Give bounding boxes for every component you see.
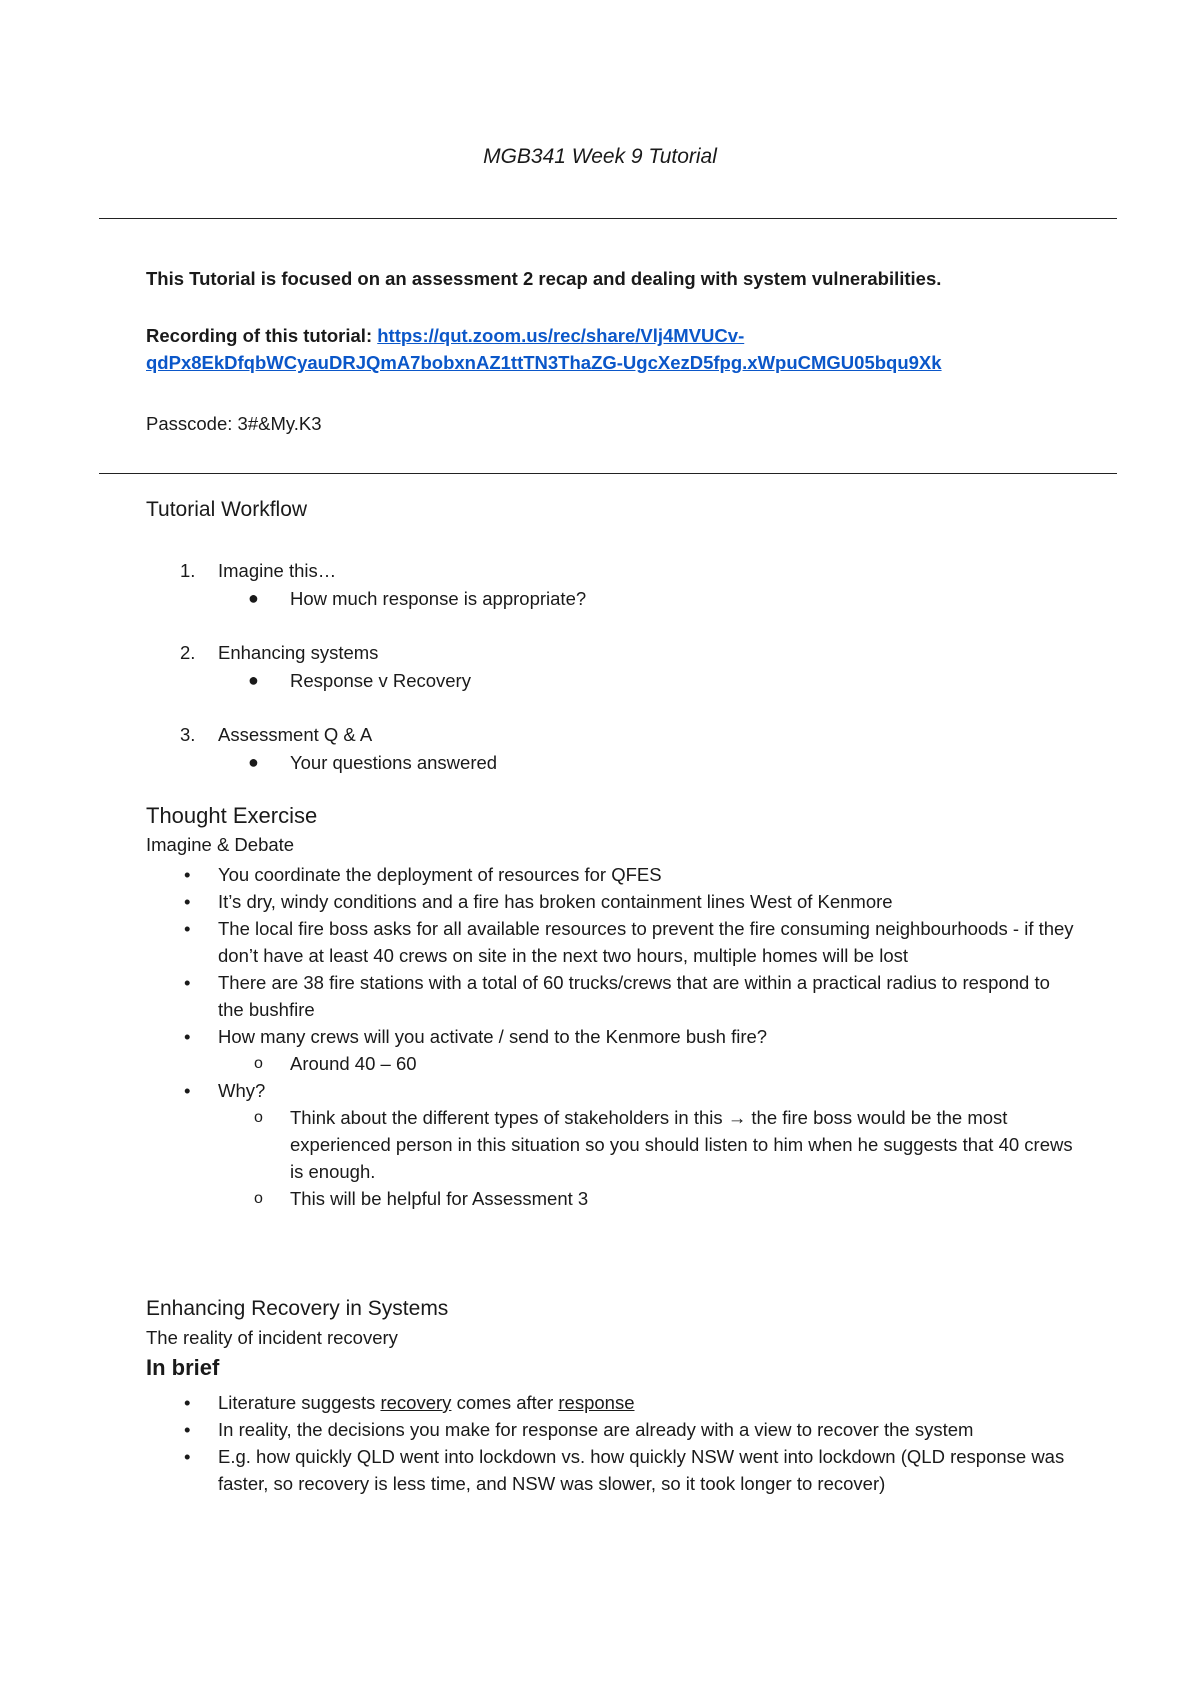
recording-label: Recording of this tutorial: xyxy=(146,325,373,346)
bullet-icon: • xyxy=(184,891,191,912)
sub-list-item xyxy=(218,1185,1076,1212)
item-number: 2. xyxy=(180,642,196,663)
bullet-icon: ● xyxy=(248,588,259,608)
list-item xyxy=(146,1443,1076,1497)
subitem-text: How much response is appropriate? xyxy=(290,588,587,609)
list-item xyxy=(146,915,1076,969)
document-title: MGB341 Week 9 Tutorial xyxy=(483,145,717,168)
sub-list xyxy=(218,1050,1076,1077)
bullet-text: The local fire boss asks for all available resources to prevent the fire consuming neighbourhoods - if they don’t have at least 40 crews on site in the next two hours, multiple homes will be lost xyxy=(218,918,1074,966)
bullet-icon: • xyxy=(184,972,191,993)
sub-item-text: This will be helpful for Assessment 3 xyxy=(290,1188,589,1209)
item-number: 3. xyxy=(180,724,196,745)
workflow-item xyxy=(180,642,378,664)
bullet-text: In reality, the decisions you make for response are already with a view to recover the system xyxy=(218,1419,974,1440)
bullet-icon: ● xyxy=(248,752,259,772)
thought-subheading: Imagine & Debate xyxy=(146,834,295,855)
circle-bullet-icon: o xyxy=(254,1109,263,1126)
recovery-heading: Enhancing Recovery in Systems xyxy=(146,1297,449,1320)
bullet-text: It’s dry, windy conditions and a fire has broken containment lines West of Kenmore xyxy=(218,891,893,912)
sub-item-text: Around 40 – 60 xyxy=(290,1053,417,1074)
recording-info xyxy=(146,322,1096,376)
item-label: Enhancing systems xyxy=(218,642,379,663)
underlined-term: response xyxy=(558,1392,635,1413)
bullet-text: E.g. how quickly QLD went into lockdown vs. how quickly NSW went into lockdown (QLD response was faster, so recovery is less time, and NSW was slower, so it took longer to recover) xyxy=(218,1446,1065,1494)
subitem-text: Response v Recovery xyxy=(290,670,471,691)
bullet-icon: • xyxy=(184,1419,191,1440)
sub-list xyxy=(218,1104,1076,1212)
passcode: Passcode: 3#&My.K3 xyxy=(146,413,322,434)
item-label: Imagine this… xyxy=(218,560,337,581)
list-item xyxy=(146,1416,1076,1443)
thought-heading: Thought Exercise xyxy=(146,803,318,828)
bullet-text: How many crews will you activate / send to the Kenmore bush fire? xyxy=(218,1026,768,1047)
bullet-text: There are 38 fire stations with a total of 60 trucks/crews that are within a practical radius to respond to the bushfire xyxy=(218,972,1050,1020)
sub-list-item xyxy=(218,1050,1076,1077)
workflow-subitem xyxy=(248,670,471,692)
list-item xyxy=(146,969,1076,1023)
workflow-item xyxy=(180,560,336,582)
sub-list-item xyxy=(218,1104,1076,1185)
bullet-icon: ● xyxy=(248,670,259,690)
recording-link-part2[interactable]: qdPx8EkDfqbWCyauDRJQmA7bobxnAZ1ttTN3ThaZG-UgcXezD5fpg.xWpuCMGU05bqu9Xk xyxy=(146,352,942,373)
workflow-heading: Tutorial Workflow xyxy=(146,498,308,521)
circle-bullet-icon: o xyxy=(254,1190,263,1207)
divider xyxy=(99,218,1117,219)
in-brief-heading: In brief xyxy=(146,1355,220,1380)
workflow-subitem xyxy=(248,588,587,610)
recovery-bullets xyxy=(146,1389,1076,1497)
recovery-subheading: The reality of incident recovery xyxy=(146,1327,398,1348)
bullet-icon: • xyxy=(184,1080,191,1101)
bullet-icon: • xyxy=(184,1446,191,1467)
list-item xyxy=(146,1023,1076,1077)
subitem-text: Your questions answered xyxy=(290,752,498,773)
recording-link-part1[interactable]: https://qut.zoom.us/rec/share/Vlj4MVUCv- xyxy=(377,325,745,346)
bullet-text: Why? xyxy=(218,1080,266,1101)
bullet-text: Literature suggests xyxy=(218,1392,381,1413)
circle-bullet-icon: o xyxy=(254,1055,263,1072)
list-item xyxy=(146,861,1076,888)
workflow-item xyxy=(180,724,372,746)
thought-bullets xyxy=(146,861,1076,1212)
underlined-term: recovery xyxy=(380,1392,452,1413)
intro-text: This Tutorial is focused on an assessment 2 recap and dealing with system vulnerabilities. xyxy=(146,268,942,289)
list-item xyxy=(146,888,1076,915)
list-item xyxy=(146,1077,1076,1212)
list-item xyxy=(146,1389,1076,1416)
bullet-icon: • xyxy=(184,1026,191,1047)
bullet-icon: • xyxy=(184,1392,191,1413)
bullet-text: You coordinate the deployment of resources for QFES xyxy=(218,864,662,885)
bullet-icon: • xyxy=(184,918,191,939)
divider xyxy=(99,473,1117,474)
workflow-subitem xyxy=(248,752,498,774)
item-label: Assessment Q & A xyxy=(218,724,373,745)
bullet-icon: • xyxy=(184,864,191,885)
bullet-text: comes after xyxy=(451,1392,559,1413)
sub-item-text: Think about the different types of stakeholders in this → the fire boss would be the most experienced person in this situation so you should listen to him when he suggests that 40 crews is enough. xyxy=(290,1107,1073,1182)
item-number: 1. xyxy=(180,560,196,581)
